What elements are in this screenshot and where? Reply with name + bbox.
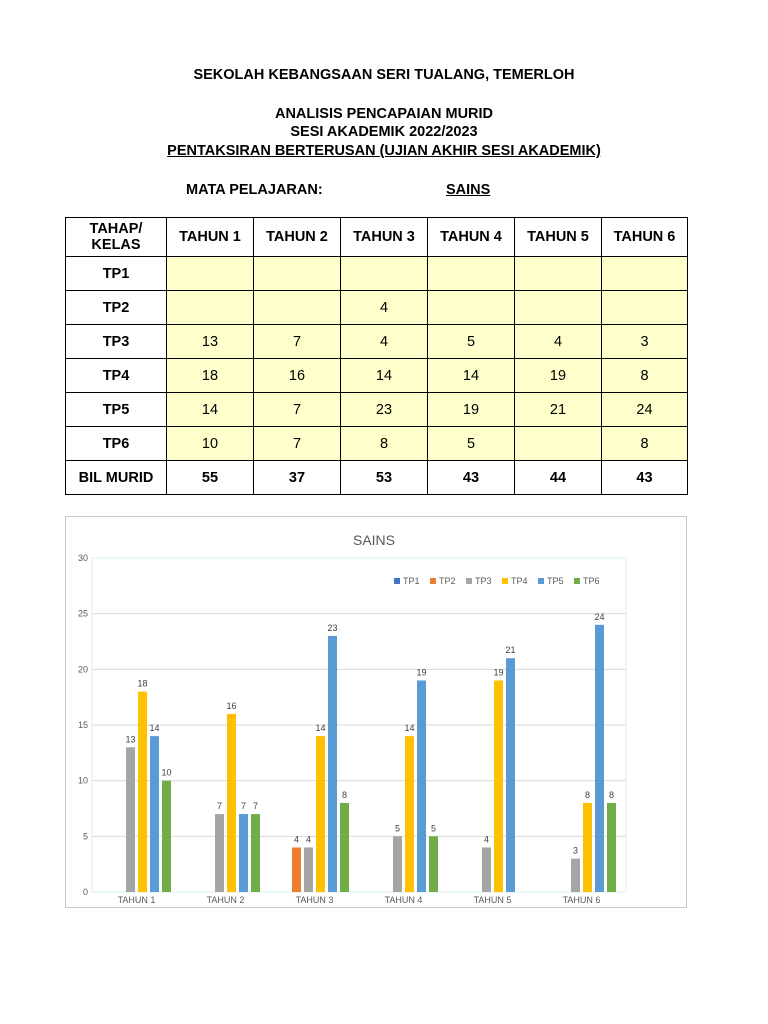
legend-swatch-tp5	[538, 578, 544, 584]
x-tick-label: TAHUN 4	[384, 895, 423, 905]
data-label: 8	[608, 789, 615, 800]
total-cell: 37	[254, 461, 341, 495]
data-label: 14	[404, 723, 415, 734]
y-tick-label: 0	[82, 887, 88, 897]
academic-session: SESI AKADEMIK 2022/2023	[290, 124, 478, 140]
row-label: TP1	[66, 257, 167, 291]
y-tick-label: 15	[77, 720, 88, 730]
legend-label: TP6	[583, 576, 600, 586]
table-cell: 7	[254, 427, 341, 461]
table-row	[66, 359, 688, 393]
table-cell	[515, 257, 602, 291]
data-label: 23	[327, 622, 338, 633]
data-label: 8	[341, 789, 348, 800]
data-label: 14	[149, 723, 160, 734]
table-cell: 14	[341, 359, 428, 393]
data-label: 21	[505, 645, 516, 656]
column-header: TAHUN 1	[167, 218, 254, 257]
column-header: TAHUN 3	[341, 218, 428, 257]
table-cell: 7	[254, 393, 341, 427]
bar-tp3	[304, 847, 313, 892]
y-tick-label: 30	[77, 553, 88, 563]
bar-tp3	[393, 836, 402, 892]
data-label: 5	[430, 823, 437, 834]
legend-swatch-tp4	[502, 578, 508, 584]
column-header: TAHUN 5	[515, 218, 602, 257]
bar-tp6	[429, 836, 438, 892]
bar-tp4	[494, 680, 503, 892]
row-label: TP3	[66, 325, 167, 359]
data-label: 4	[293, 834, 300, 845]
bar-tp3	[571, 859, 580, 892]
table-cell	[515, 291, 602, 325]
bar-tp3	[126, 747, 135, 892]
subject-label: MATA PELAJARAN:	[186, 182, 323, 198]
legend-label: TP1	[403, 576, 420, 586]
table-cell	[602, 291, 688, 325]
bar-tp4	[583, 803, 592, 892]
table-cell: 4	[341, 325, 428, 359]
table-row	[66, 393, 688, 427]
table-cell: 24	[602, 393, 688, 427]
chart-container	[65, 516, 687, 908]
legend-label: TP5	[547, 576, 564, 586]
data-label: 18	[137, 678, 148, 689]
achievement-table	[65, 217, 688, 495]
x-tick-label: TAHUN 5	[473, 895, 512, 905]
legend-swatch-tp2	[430, 578, 436, 584]
data-label: 7	[216, 801, 223, 812]
table-cell: 7	[254, 325, 341, 359]
column-header: TAHUN 4	[428, 218, 515, 257]
bar-tp5	[506, 658, 515, 892]
bar-tp4	[405, 736, 414, 892]
table-cell	[167, 257, 254, 291]
table-cell: 19	[428, 393, 515, 427]
bar-tp5	[328, 636, 337, 892]
table-cell: 8	[602, 359, 688, 393]
bar-tp6	[162, 781, 171, 892]
data-label: 24	[594, 611, 605, 622]
table-header-row	[66, 218, 688, 257]
table-cell: 5	[428, 427, 515, 461]
table-cell	[254, 291, 341, 325]
total-cell: 53	[341, 461, 428, 495]
table-cell: 14	[167, 393, 254, 427]
legend-swatch-tp6	[574, 578, 580, 584]
x-tick-label: TAHUN 6	[562, 895, 601, 905]
bar-chart	[66, 517, 686, 907]
y-tick-label: 5	[82, 831, 88, 842]
table-row	[66, 325, 688, 359]
corner-line-2: KELAS	[91, 237, 141, 253]
row-label: TP6	[66, 427, 167, 461]
data-label: 5	[394, 823, 401, 834]
data-label: 10	[161, 767, 172, 778]
table-cell: 5	[428, 325, 515, 359]
total-row	[66, 461, 688, 495]
table-cell: 19	[515, 359, 602, 393]
row-label: TP4	[66, 359, 167, 393]
data-label: 8	[584, 789, 591, 800]
table-row	[66, 427, 688, 461]
table-cell: 18	[167, 359, 254, 393]
table-cell: 8	[602, 427, 688, 461]
bar-tp5	[239, 814, 248, 892]
data-label: 14	[315, 723, 326, 734]
table-cell: 4	[341, 291, 428, 325]
data-label: 4	[305, 834, 312, 845]
bar-tp3	[482, 847, 491, 892]
data-label: 3	[572, 845, 579, 856]
total-cell: 43	[428, 461, 515, 495]
data-label: 7	[240, 801, 247, 812]
legend-label: TP3	[475, 576, 492, 586]
corner-header	[66, 218, 167, 257]
table-cell	[515, 427, 602, 461]
bar-tp4	[316, 736, 325, 892]
x-tick-label: TAHUN 1	[117, 895, 156, 905]
bar-tp5	[150, 736, 159, 892]
table-cell: 3	[602, 325, 688, 359]
table-cell: 14	[428, 359, 515, 393]
legend-label: TP2	[439, 576, 456, 586]
column-header: TAHUN 6	[602, 218, 688, 257]
y-tick-label: 25	[77, 608, 88, 619]
subject-value: SAINS	[446, 182, 491, 198]
school-name: SEKOLAH KEBANGSAAN SERI TUALANG, TEMERLOH	[193, 67, 575, 83]
bar-tp4	[227, 714, 236, 892]
legend-label: TP4	[511, 576, 528, 586]
x-tick-label: TAHUN 3	[295, 895, 334, 905]
column-header: TAHUN 2	[254, 218, 341, 257]
table-cell: 4	[515, 325, 602, 359]
bar-tp6	[607, 803, 616, 892]
data-label: 13	[125, 734, 136, 745]
table-cell	[428, 291, 515, 325]
x-tick-label: TAHUN 2	[206, 895, 245, 905]
table-cell	[602, 257, 688, 291]
bar-tp2	[292, 847, 301, 892]
table-row	[66, 257, 688, 291]
table-cell: 21	[515, 393, 602, 427]
table-cell	[341, 257, 428, 291]
data-label: 4	[483, 834, 490, 845]
bar-tp6	[251, 814, 260, 892]
table-cell	[254, 257, 341, 291]
bar-tp5	[417, 680, 426, 892]
table-row	[66, 291, 688, 325]
table-cell: 8	[341, 427, 428, 461]
legend-swatch-tp1	[394, 578, 400, 584]
row-label: TP2	[66, 291, 167, 325]
table-cell: 10	[167, 427, 254, 461]
bar-tp3	[215, 814, 224, 892]
bar-tp6	[340, 803, 349, 892]
total-cell: 55	[167, 461, 254, 495]
y-tick-label: 10	[77, 775, 88, 786]
table-cell: 23	[341, 393, 428, 427]
legend-swatch-tp3	[466, 578, 472, 584]
table-cell	[428, 257, 515, 291]
assessment-title: PENTAKSIRAN BERTERUSAN (UJIAN AKHIR SESI AKADEMIK)	[167, 143, 601, 159]
data-label: 19	[416, 667, 427, 678]
table-cell: 13	[167, 325, 254, 359]
total-cell: 43	[602, 461, 688, 495]
table-cell: 16	[254, 359, 341, 393]
total-label: BIL MURID	[66, 461, 167, 495]
data-label: 7	[252, 801, 259, 812]
data-label: 16	[226, 700, 237, 711]
table-cell	[167, 291, 254, 325]
corner-line-1: TAHAP/	[89, 221, 143, 237]
data-label: 19	[493, 667, 504, 678]
y-tick-label: 20	[77, 664, 88, 675]
total-cell: 44	[515, 461, 602, 495]
report-title: ANALISIS PENCAPAIAN MURID	[274, 106, 494, 122]
row-label: TP5	[66, 393, 167, 427]
chart-title: SAINS	[352, 532, 396, 548]
bar-tp4	[138, 692, 147, 892]
bar-tp5	[595, 625, 604, 892]
